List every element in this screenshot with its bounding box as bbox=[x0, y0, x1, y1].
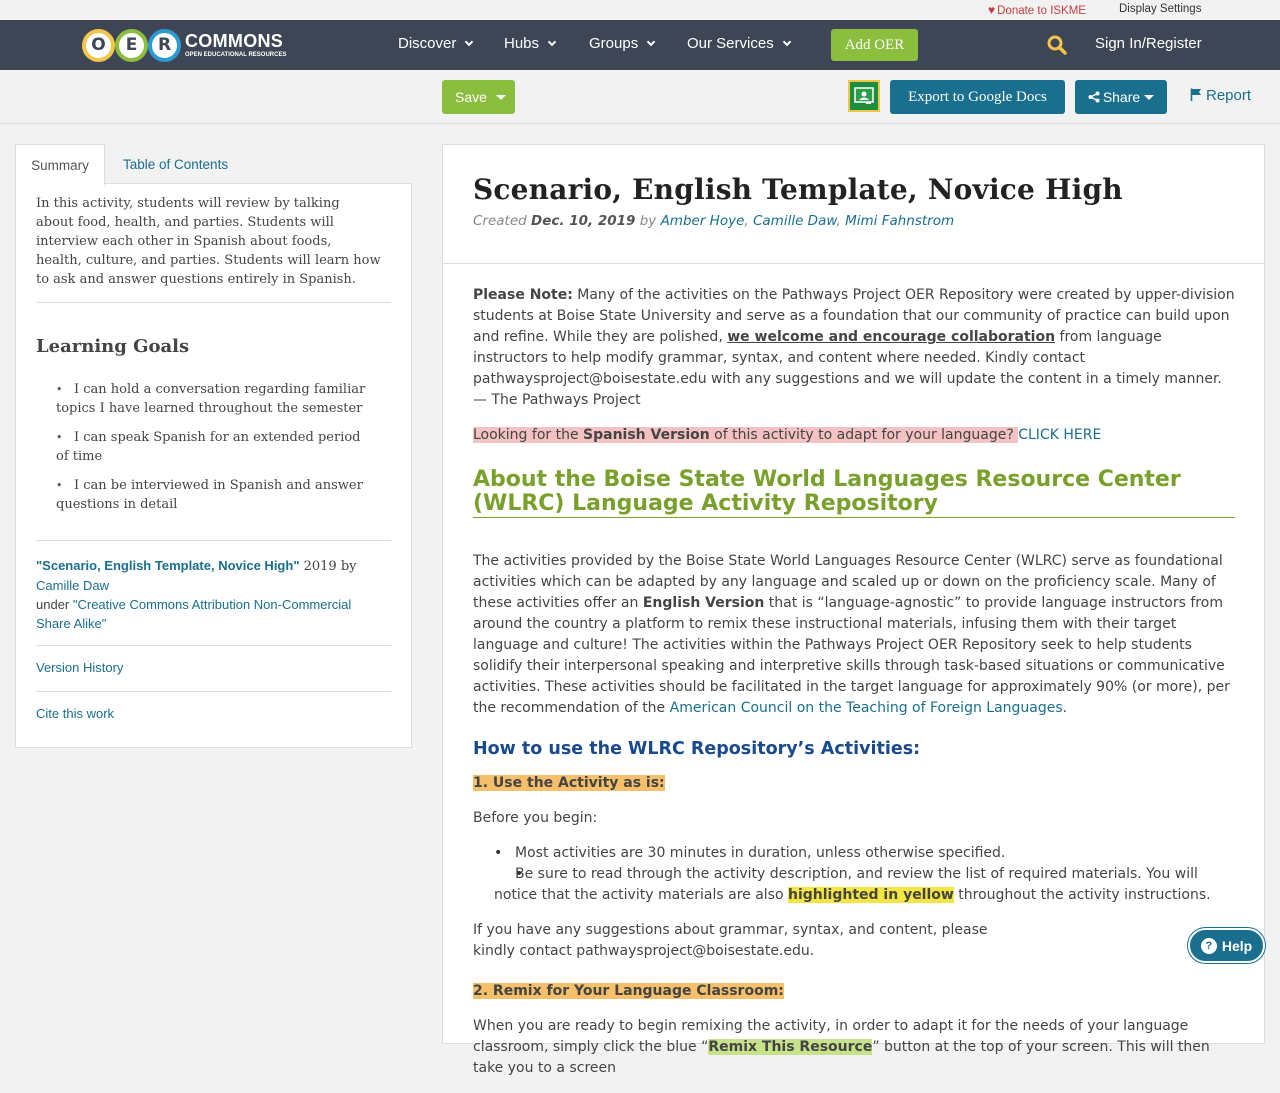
before-you-begin: Before you begin: bbox=[473, 810, 598, 826]
nav-hubs[interactable] bbox=[504, 35, 555, 52]
page-title: Scenario, English Template, Novice High bbox=[473, 173, 1123, 206]
license-link[interactable]: "Creative Commons Attribution Non-Commercial Share Alike" bbox=[36, 597, 352, 631]
summary-text: In this activity, students will review by talking about food, health, and parties. Students will interview each other in Spanish about foods, health, culture, and parties. Students will learn how to ask and answer questions entirely in Spanish. bbox=[36, 196, 381, 287]
logo-word: COMMONS bbox=[185, 31, 284, 51]
about-paragraph bbox=[473, 551, 1235, 719]
attribution-text bbox=[36, 556, 386, 633]
learning-goal-item: • I can hold a conversation regarding familiar topics I have learned throughout the semester bbox=[56, 380, 376, 418]
learning-goals-title: Learning Goals bbox=[36, 336, 190, 357]
learning-goal-item: • I can speak Spanish for an extended period of time bbox=[56, 428, 376, 466]
tab-summary[interactable]: Summary bbox=[15, 144, 105, 185]
heart-icon: ♥ bbox=[988, 3, 996, 17]
created-date: Dec. 10, 2019 bbox=[531, 213, 636, 229]
created-label: Created bbox=[473, 213, 532, 229]
spanish-bold: Spanish Version bbox=[583, 427, 710, 443]
list-item bbox=[494, 864, 1235, 906]
chevron-down-icon bbox=[647, 38, 655, 46]
bullet-text: Be sure to read through the activity description, and review the list of required materials. You will notice that the activity materials are also bbox=[494, 866, 1198, 903]
note-label: Please Note: bbox=[473, 287, 573, 303]
learning-goals-list bbox=[56, 380, 376, 524]
resource-meta: Created Dec. 10, 2019 by Amber Hoye, Camille Daw, Mimi Fahnstrom bbox=[473, 213, 955, 229]
divider bbox=[36, 691, 391, 692]
note-emphasis: we welcome and encourage collaboration bbox=[727, 329, 1056, 345]
remix-text: When you are ready to begin remixing the activity, in order to adapt it for the needs of your language classroom, simply click the blue “ bbox=[473, 1018, 1189, 1055]
spanish-post: of this activity to adapt for your language? bbox=[709, 427, 1019, 443]
highlighted-in-yellow: highlighted in yellow bbox=[788, 887, 954, 903]
about-text: . bbox=[1062, 700, 1068, 716]
remix-text: ” button at the top of your screen. This will then take you to a screen bbox=[473, 1039, 1210, 1076]
oer-commons-logo[interactable] bbox=[82, 25, 286, 65]
donate-label: Donate to ISKME bbox=[997, 5, 1086, 17]
nav-discover-label: Discover bbox=[398, 35, 457, 52]
export-to-google-docs-button[interactable]: Export to Google Docs bbox=[890, 80, 1065, 114]
step-2-paragraph bbox=[473, 981, 1235, 1002]
help-button[interactable] bbox=[1188, 928, 1265, 963]
share-button[interactable] bbox=[1075, 80, 1167, 114]
nav-our-services[interactable] bbox=[687, 35, 790, 52]
resource-body bbox=[473, 285, 1235, 1093]
flag-icon bbox=[1190, 88, 1203, 105]
bullet-text: throughout the activity instructions. bbox=[953, 887, 1211, 903]
click-here-link[interactable]: CLICK HERE bbox=[1018, 427, 1102, 443]
learning-goal-item: • I can be interviewed in Spanish and answer questions in detail bbox=[56, 476, 376, 514]
attribution-year: 2019 by bbox=[299, 559, 357, 574]
divider bbox=[36, 302, 391, 303]
sign-in-register-link[interactable]: Sign In/Register bbox=[1095, 35, 1202, 52]
main-navbar bbox=[0, 20, 1280, 70]
english-version-bold: English Version bbox=[642, 595, 765, 611]
logo-words bbox=[185, 32, 286, 58]
nav-groups[interactable] bbox=[589, 35, 654, 52]
version-history-link[interactable]: Version History bbox=[36, 660, 124, 675]
utility-bar bbox=[0, 0, 1280, 20]
caret-down-icon bbox=[1144, 95, 1154, 100]
display-settings-link[interactable]: Display Settings bbox=[1119, 3, 1202, 15]
logo-letter-e: E bbox=[115, 29, 148, 62]
caret-down-icon bbox=[496, 95, 506, 100]
list-item: • Most activities are 30 minutes in duration, unless otherwise specified. bbox=[494, 843, 1235, 864]
note-text: Many of the activities on the Pathways Project OER Repository were created by upper-division students at Boise State University and serve as a foundation that our community of practice can build upon and refine. While they are polished, bbox=[473, 287, 1235, 345]
nav-groups-label: Groups bbox=[589, 35, 639, 52]
author-link[interactable]: Mimi Fahnstrom bbox=[845, 213, 955, 229]
attribution-title-link[interactable]: "Scenario, English Template, Novice High" bbox=[36, 558, 300, 573]
step-1-paragraph bbox=[473, 773, 1235, 794]
save-label: Save bbox=[455, 89, 487, 105]
help-label: Help bbox=[1221, 937, 1253, 954]
cite-this-work-link[interactable]: Cite this work bbox=[36, 706, 115, 721]
how-to-heading: How to use the WLRC Repository’s Activities: bbox=[473, 739, 921, 759]
spanish-pre: Looking for the bbox=[473, 427, 584, 443]
spanish-version-paragraph bbox=[473, 425, 1235, 446]
report-link[interactable] bbox=[1190, 87, 1251, 105]
actfl-link[interactable]: American Council on the Teaching of Foreign Languages bbox=[669, 700, 1063, 716]
chevron-down-icon bbox=[782, 38, 790, 46]
attribution-author-link[interactable]: Camille Daw bbox=[36, 578, 109, 593]
share-label: Share bbox=[1102, 89, 1141, 105]
attribution-under: under bbox=[36, 597, 73, 612]
author-link[interactable]: Amber Hoye bbox=[660, 213, 745, 229]
add-oer-button[interactable]: Add OER bbox=[831, 29, 918, 61]
logo-letter-o: O bbox=[82, 29, 115, 62]
nav-our-services-label: Our Services bbox=[687, 35, 774, 52]
spanish-version-highlight bbox=[473, 427, 1018, 443]
divider bbox=[36, 645, 391, 646]
nav-discover[interactable] bbox=[398, 35, 472, 52]
resource-toolbar bbox=[0, 70, 1280, 124]
about-text: The activities provided by the Boise State World Languages Resource Center (WLRC) serve as foundational activities which can be adapted by any language and scaled up or down on the proficiency scale. Many of these activities offer an bbox=[473, 553, 1223, 611]
please-note-paragraph bbox=[473, 285, 1235, 411]
report-label: Report bbox=[1206, 87, 1252, 104]
author-link[interactable]: Camille Daw bbox=[752, 213, 837, 229]
google-classroom-icon[interactable] bbox=[848, 80, 880, 112]
step-1-label: 1. Use the Activity as is: bbox=[473, 775, 665, 791]
about-text: that is “language-agnostic” to provide language instructors from around the country a platform to remix these instructional materials, infusing them with their target language and culture! The activities within the Pathways Project OER Repository seek to help students solidify their interpersonal speaking and interpretive skills through task-based situations or communicative activities. These activities should be facilitated in the target language for approximately 90% (or more), per the recommendation of the bbox=[473, 595, 1230, 716]
question-icon: ? bbox=[1201, 938, 1217, 954]
tab-table-of-contents[interactable]: Table of Contents bbox=[123, 156, 229, 172]
before-you-begin-list bbox=[494, 843, 1235, 906]
logo-tagline: OPEN EDUCATIONAL RESOURCES bbox=[185, 52, 287, 58]
save-button[interactable] bbox=[442, 80, 515, 114]
step-2-label: 2. Remix for Your Language Classroom: bbox=[473, 983, 784, 999]
about-heading: About the Boise State World Languages Resource Center (WLRC) Language Activity Repository bbox=[473, 468, 1235, 518]
divider bbox=[443, 263, 1264, 264]
suggestions-paragraph: If you have any suggestions about grammar, syntax, and content, please kindly contact pathwaysproject@boisestate.edu. bbox=[473, 922, 988, 959]
resource-main-panel bbox=[442, 144, 1265, 1076]
share-icon bbox=[1088, 91, 1100, 103]
remix-paragraph bbox=[473, 1016, 1235, 1079]
remix-this-resource-highlight: Remix This Resource bbox=[708, 1039, 873, 1055]
sidebar-summary-panel bbox=[15, 183, 412, 748]
logo-letter-r: R bbox=[148, 29, 181, 62]
divider bbox=[36, 540, 391, 541]
chevron-down-icon bbox=[548, 38, 556, 46]
search-icon[interactable] bbox=[1047, 35, 1067, 55]
note-text: from language instructors to help modify grammar, syntax, and content where needed. Kindly contact pathwaysproject@boisestate.edu with any suggestions and we will update the content in a timely manner. — The Pathways Project bbox=[473, 329, 1222, 408]
donate-link[interactable] bbox=[988, 3, 1086, 17]
nav-hubs-label: Hubs bbox=[504, 35, 540, 52]
chevron-down-icon bbox=[465, 38, 473, 46]
by-label: by bbox=[635, 213, 661, 229]
